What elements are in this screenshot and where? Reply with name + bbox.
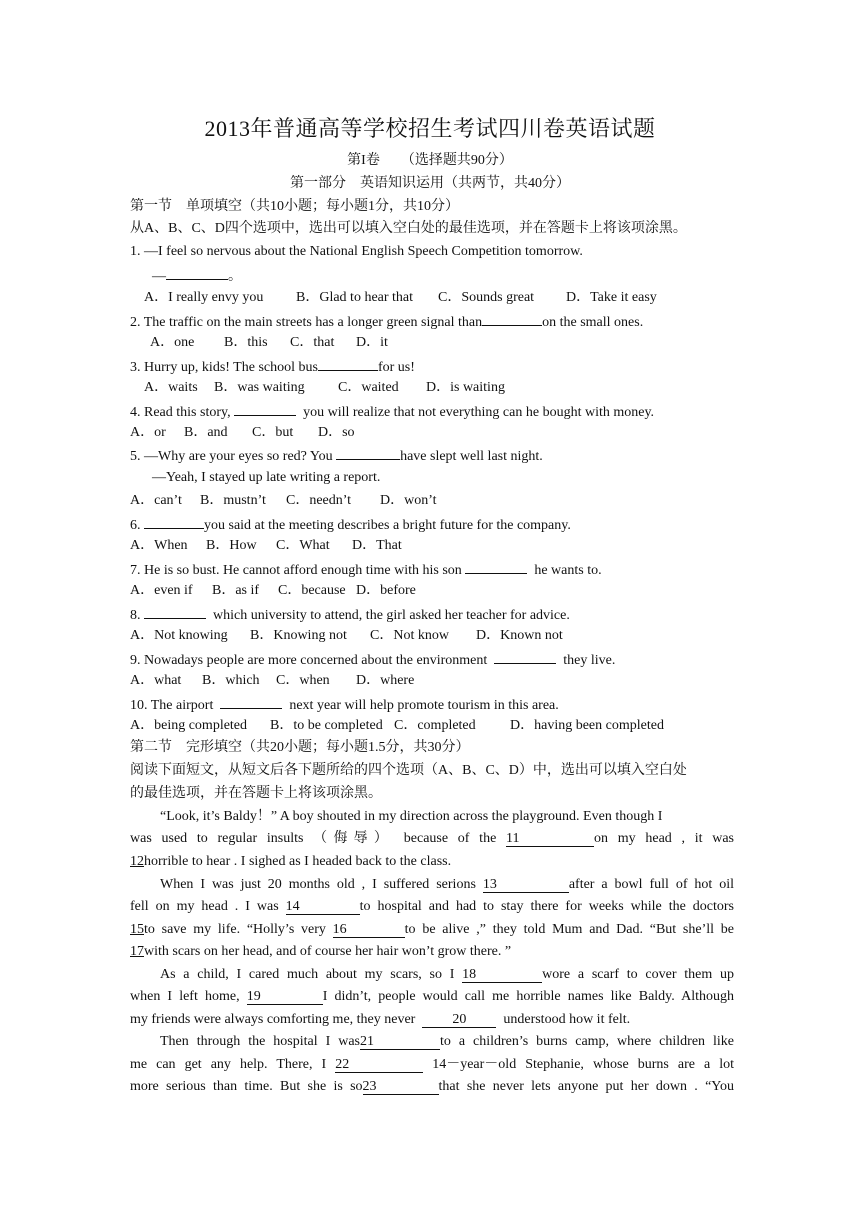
passage-line: fell on my head . I was 14 to hospital and had to stay there for weeks while the doctors <box>130 899 734 914</box>
answer-blank <box>144 515 204 529</box>
option-a: A．Not knowing <box>130 628 228 643</box>
question-10-stem: 10. The airport next year will help promote tourism in this area. <box>130 695 734 715</box>
answer-blank <box>166 266 228 280</box>
option-d: D．won’t <box>380 493 437 508</box>
option-b: B．which <box>202 673 260 688</box>
section2-header: 第二节 完形填空（共20小题；每小题1.5分，共30分） <box>130 740 470 755</box>
section2-instructions-line-1: 阅读下面短文，从短文后各下题所给的四个选项（A、B、C、D）中，选出可以填入空白处 <box>130 763 687 778</box>
option-b: B．mustn’t <box>200 493 266 508</box>
blank-number: 23 <box>363 1080 439 1095</box>
answer-blank <box>494 650 556 664</box>
option-c: C．when <box>276 673 330 688</box>
blank-number: 18 <box>462 968 542 983</box>
blank-number: 22 <box>335 1058 423 1073</box>
passage-line: was used to regular insults （侮辱） because of the 11 on my head , it was <box>130 831 735 846</box>
answer-blank <box>318 357 378 371</box>
option-a: A．even if <box>130 583 193 598</box>
passage-line: me can get any help. There, I 22 14－year－old Stephanie, whose burns are a lot <box>130 1057 735 1072</box>
option-b: B．to be completed <box>270 718 383 733</box>
passage-line: 12horrible to hear . I sighed as I headed back to the class. <box>130 854 452 869</box>
option-b: B．was waiting <box>214 380 305 395</box>
option-c: C．because <box>278 583 346 598</box>
passage-line: when I left home, 19 I didn’t, people would call me horrible names like Baldy. Although <box>130 989 734 1004</box>
option-a: A．or <box>130 425 166 440</box>
question-2-stem: 2. The traffic on the main streets has a longer green signal than on the small ones. <box>130 312 734 332</box>
option-c: C．that <box>290 335 335 350</box>
question-4-stem: 4. Read this story, you will realize that not everything can he bought with money. <box>130 402 734 422</box>
question-3-stem: 3. Hurry up, kids! The school bus for us! <box>130 357 734 377</box>
option-d: D．where <box>356 673 415 688</box>
answer-blank <box>234 402 296 416</box>
answer-blank <box>465 560 527 574</box>
passage-line: my friends were always comforting me, they never 20 understood how it felt. <box>130 1012 631 1027</box>
option-a: A．one <box>150 335 195 350</box>
question-1-stem: 1. —I feel so nervous about the National English Speech Competition tomorrow. <box>130 244 583 259</box>
option-b: B．and <box>184 425 228 440</box>
option-d: D．Take it easy <box>566 290 657 305</box>
question-6-stem: 6. you said at the meeting describes a bright future for the company. <box>130 515 734 535</box>
blank-number: 11 <box>506 832 594 847</box>
passage-line: When I was just 20 months old , I suffered serions 13 after a bowl full of hot oil <box>160 877 735 892</box>
option-a: A．can’t <box>130 493 182 508</box>
option-c: C．Not know <box>370 628 449 643</box>
section1-instructions: 从A、B、C、D四个选项中，选出可以填入空白处的最佳选项，并在答题卡上将该项涂黑。 <box>130 221 687 236</box>
option-d: D．it <box>356 335 388 350</box>
option-c: C．but <box>252 425 294 440</box>
page-title: 2013年普通高等学校招生考试四川卷英语试题 <box>204 116 656 141</box>
option-d: D．having been completed <box>510 718 664 733</box>
part-header: 第一部分 英语知识运用（共两节，共40分） <box>290 176 570 191</box>
option-b: B．this <box>224 335 268 350</box>
option-c: C．Sounds great <box>438 290 535 305</box>
answer-blank <box>482 312 542 326</box>
option-a: A．being completed <box>130 718 248 733</box>
answer-blank <box>336 446 400 460</box>
blank-number: 15 <box>130 922 144 937</box>
option-a: A．what <box>130 673 182 688</box>
option-c: C．completed <box>394 718 476 733</box>
option-a: A．When <box>130 538 188 553</box>
question-1-reply: — 。 <box>152 266 756 286</box>
answer-blank <box>144 605 206 619</box>
question-5-stem: 5. —Why are your eyes so red? You have slept well last night. <box>130 446 734 466</box>
option-d: D．so <box>318 425 355 440</box>
passage-line: more serious than time. But she is so23 that she never lets anyone put her down . “You <box>130 1079 734 1094</box>
blank-number: 16 <box>333 923 405 938</box>
option-c: C．needn’t <box>286 493 352 508</box>
blank-number: 17 <box>130 944 144 959</box>
option-b: B．How <box>206 538 257 553</box>
blank-number: 14 <box>286 900 360 915</box>
question-8-stem: 8. which university to attend, the girl asked her teacher for advice. <box>130 605 734 625</box>
blank-number: 13 <box>483 878 569 893</box>
option-d: D．Known not <box>476 628 563 643</box>
question-9-stem: 9. Nowadays people are more concerned about the environment they live. <box>130 650 734 670</box>
blank-number: 21 <box>360 1035 440 1050</box>
blank-number: 19 <box>247 990 323 1005</box>
section1-header: 第一节 单项填空（共10小题；每小题1分，共10分） <box>130 199 459 214</box>
question-7-stem: 7. He is so bust. He cannot afford enough time with his son he wants to. <box>130 560 734 580</box>
passage-line: As a child, I cared much about my scars, so I 18 wore a scarf to cover them up <box>160 967 734 982</box>
passage-line: 17with scars on her head, and of course her hair won’t grow there. ” <box>130 944 512 959</box>
option-b: B．as if <box>212 583 260 598</box>
blank-number: 20 <box>422 1013 496 1028</box>
option-d: D．That <box>352 538 402 553</box>
section-header: 第I卷 （选择题共90分） <box>347 153 513 168</box>
passage-line: “Look, it’s Baldy！” A boy shouted in my direction across the playground. Even though I <box>160 809 663 824</box>
option-a: A．I really envy you <box>144 290 264 305</box>
option-a: A．waits <box>144 380 198 395</box>
section2-instructions-line-2: 的最佳选项，并在答题卡上将该项涂黑。 <box>130 786 382 801</box>
blank-number: 12 <box>130 854 144 869</box>
passage-line: Then through the hospital I was21 to a children’s burns camp, where children like <box>160 1034 734 1049</box>
option-d: D．before <box>356 583 416 598</box>
answer-blank <box>220 695 282 709</box>
option-b: B．Glad to hear that <box>296 290 414 305</box>
option-d: D．is waiting <box>426 380 505 395</box>
option-b: B．Knowing not <box>250 628 347 643</box>
option-c: C．What <box>276 538 330 553</box>
option-c: C．waited <box>338 380 399 395</box>
passage-line: 15to save my life. “Holly’s very 16 to be alive ,” they told Mum and Dad. “But she’ll be <box>130 922 735 937</box>
question-5-reply: —Yeah, I stayed up late writing a report. <box>152 470 381 485</box>
